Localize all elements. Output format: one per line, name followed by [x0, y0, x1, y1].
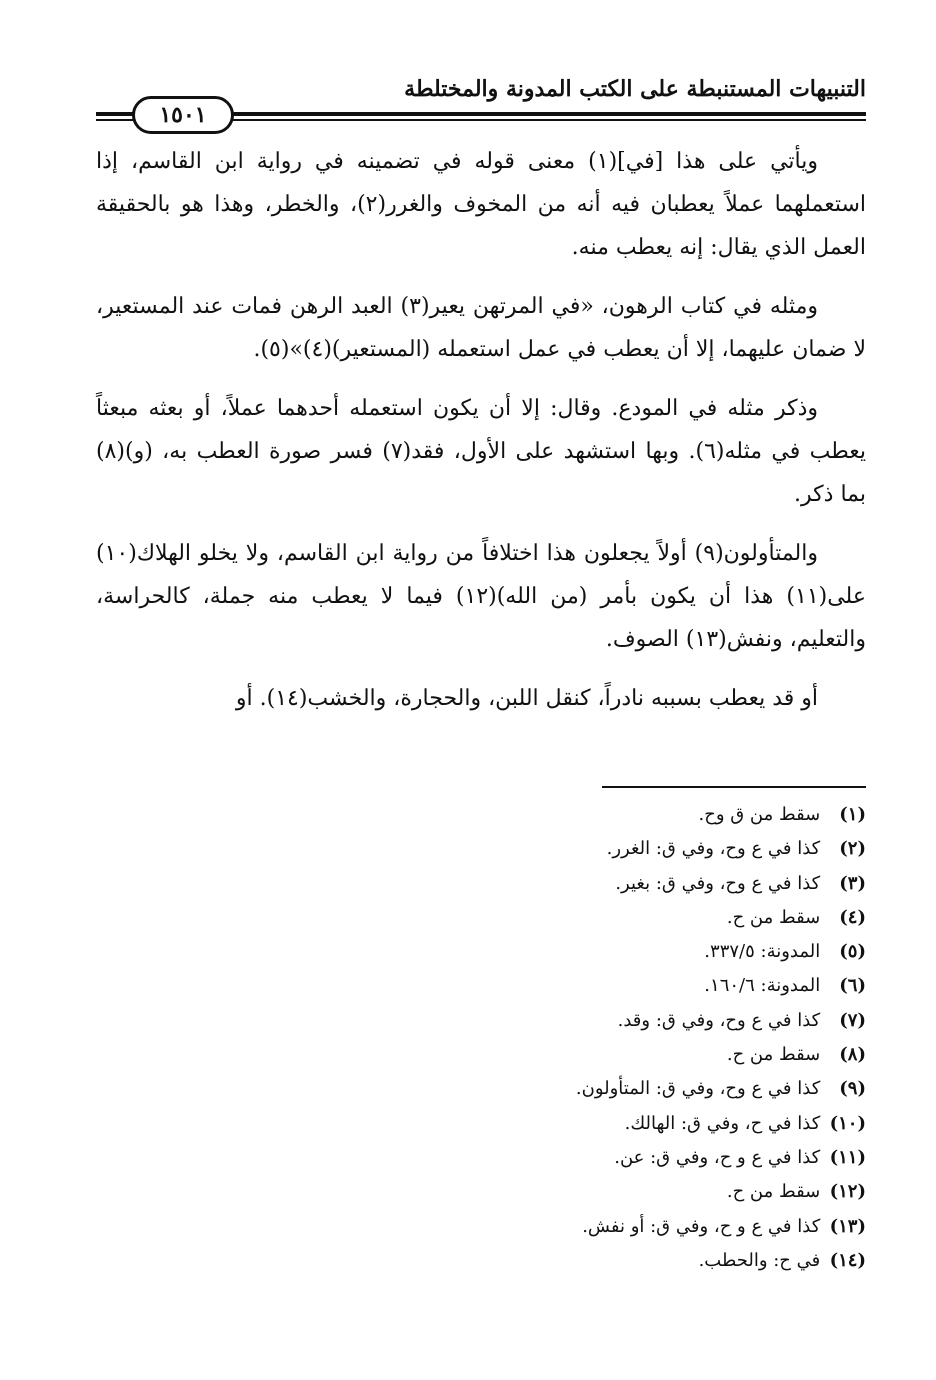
footnote-number: (١١) [829, 1146, 866, 1168]
footnote-text: كذا في ع وح، وفي ق: وقد. [617, 1009, 821, 1031]
footnote-number: (١) [839, 804, 866, 825]
paragraph: والمتأولون(٩) أولاً يجعلون هذا اختلافاً من رواية ابن القاسم، ولا يخلو الهلاك(١٠) على(١١) هذا أن يكون بأمر (من الله)(١٢) فيما لا يعطب منه جملة، كالحراسة، والتعليم، ونفش(١٣) الصوف. [96, 541, 866, 652]
page-number: ١٥٠١ [132, 96, 234, 134]
footnote-number: (٣) [839, 872, 866, 894]
footnote-number: (١٣) [829, 1215, 866, 1237]
footnote [96, 1175, 866, 1209]
running-title: التنبيهات المستنبطة على الكتب المدونة والمختلطة [404, 76, 866, 102]
footnote [96, 1004, 866, 1038]
footnote-text: سقط من ق وح. [698, 804, 821, 825]
footnote-text: كذا في ع وح، وفي ق: المتأولون. [575, 1078, 821, 1100]
footnote-number: (١٠) [829, 1112, 866, 1134]
footnote-text: سقط من ح. [726, 1044, 821, 1066]
footnote-text: سقط من ح. [726, 1181, 821, 1203]
footnote [96, 901, 866, 935]
footnote-number: (٦) [839, 975, 866, 997]
footnote-text: كذا في ع و ح، وفي ق: أو نفش. [582, 1215, 821, 1237]
footnote-separator [602, 786, 866, 788]
footnote-number: (٩) [839, 1078, 866, 1100]
paragraph: ويأتي على هذا [في](١) معنى قوله في تضمينه في رواية ابن القاسم، إذا استعملهما عملاً يعطبان فيه أنه من المخوف والغرر(٢)، والخطر، وهذا هو بالحقيقة العمل الذي يقال: إنه يعطب منه. [96, 149, 867, 260]
footnote-number: (٢) [839, 838, 866, 860]
footnote-number: (٤) [839, 906, 866, 928]
footnote [96, 1210, 866, 1244]
footnote-text: سقط من ح. [726, 906, 821, 928]
footnote [96, 969, 866, 1003]
footnote-text: كذا في ع وح، وفي ق: الغرر. [606, 838, 821, 860]
footnote [96, 1107, 866, 1141]
footnote [96, 1072, 866, 1106]
footnote [96, 867, 866, 901]
footnote-number: (١٢) [829, 1181, 866, 1203]
footnote [96, 1244, 866, 1278]
footnotes [96, 798, 866, 1278]
body-text [96, 140, 866, 720]
paragraph: أو قد يعطب بسببه نادراً، كنقل اللبن، والحجارة، والخشب(١٤). أو [235, 686, 818, 711]
footnote [96, 1038, 866, 1072]
footnote-text: المدونة: ١٦٠/٦. [704, 975, 821, 997]
footnote-text: كذا في ح، وفي ق: الهالك. [624, 1112, 821, 1134]
footnote-number: (١٤) [829, 1249, 866, 1271]
footnote-number: (٧) [839, 1009, 866, 1031]
footnote-number: (٨) [839, 1044, 866, 1066]
footnote-text: كذا في ع و ح، وفي ق: عن. [614, 1146, 821, 1168]
footnote-text: المدونة: ٣٣٧/٥. [704, 941, 821, 963]
footnote-text: في ح: والحطب. [698, 1249, 821, 1271]
footnote [96, 1141, 866, 1175]
footnote [96, 798, 866, 832]
footnote [96, 832, 866, 866]
paragraph: وذكر مثله في المودع. وقال: إلا أن يكون استعمله أحدهما عملاً، أو بعثه مبعثاً يعطب في مثله(٦). وبها استشهد على الأول، فقد(٧) فسر صورة العطب به، (و)(٨) بما ذكر. [96, 396, 866, 507]
paragraph: ومثله في كتاب الرهون، «في المرتهن يعير(٣) العبد الرهن فمات عند المستعير، لا ضمان عليهما، إلا أن يعطب في عمل استعمله (المستعير)(٤)»(٥). [96, 294, 866, 362]
footnote-number: (٥) [839, 941, 866, 963]
footnote-text: كذا في ع وح، وفي ق: بغير. [615, 872, 821, 894]
footnote [96, 935, 866, 969]
